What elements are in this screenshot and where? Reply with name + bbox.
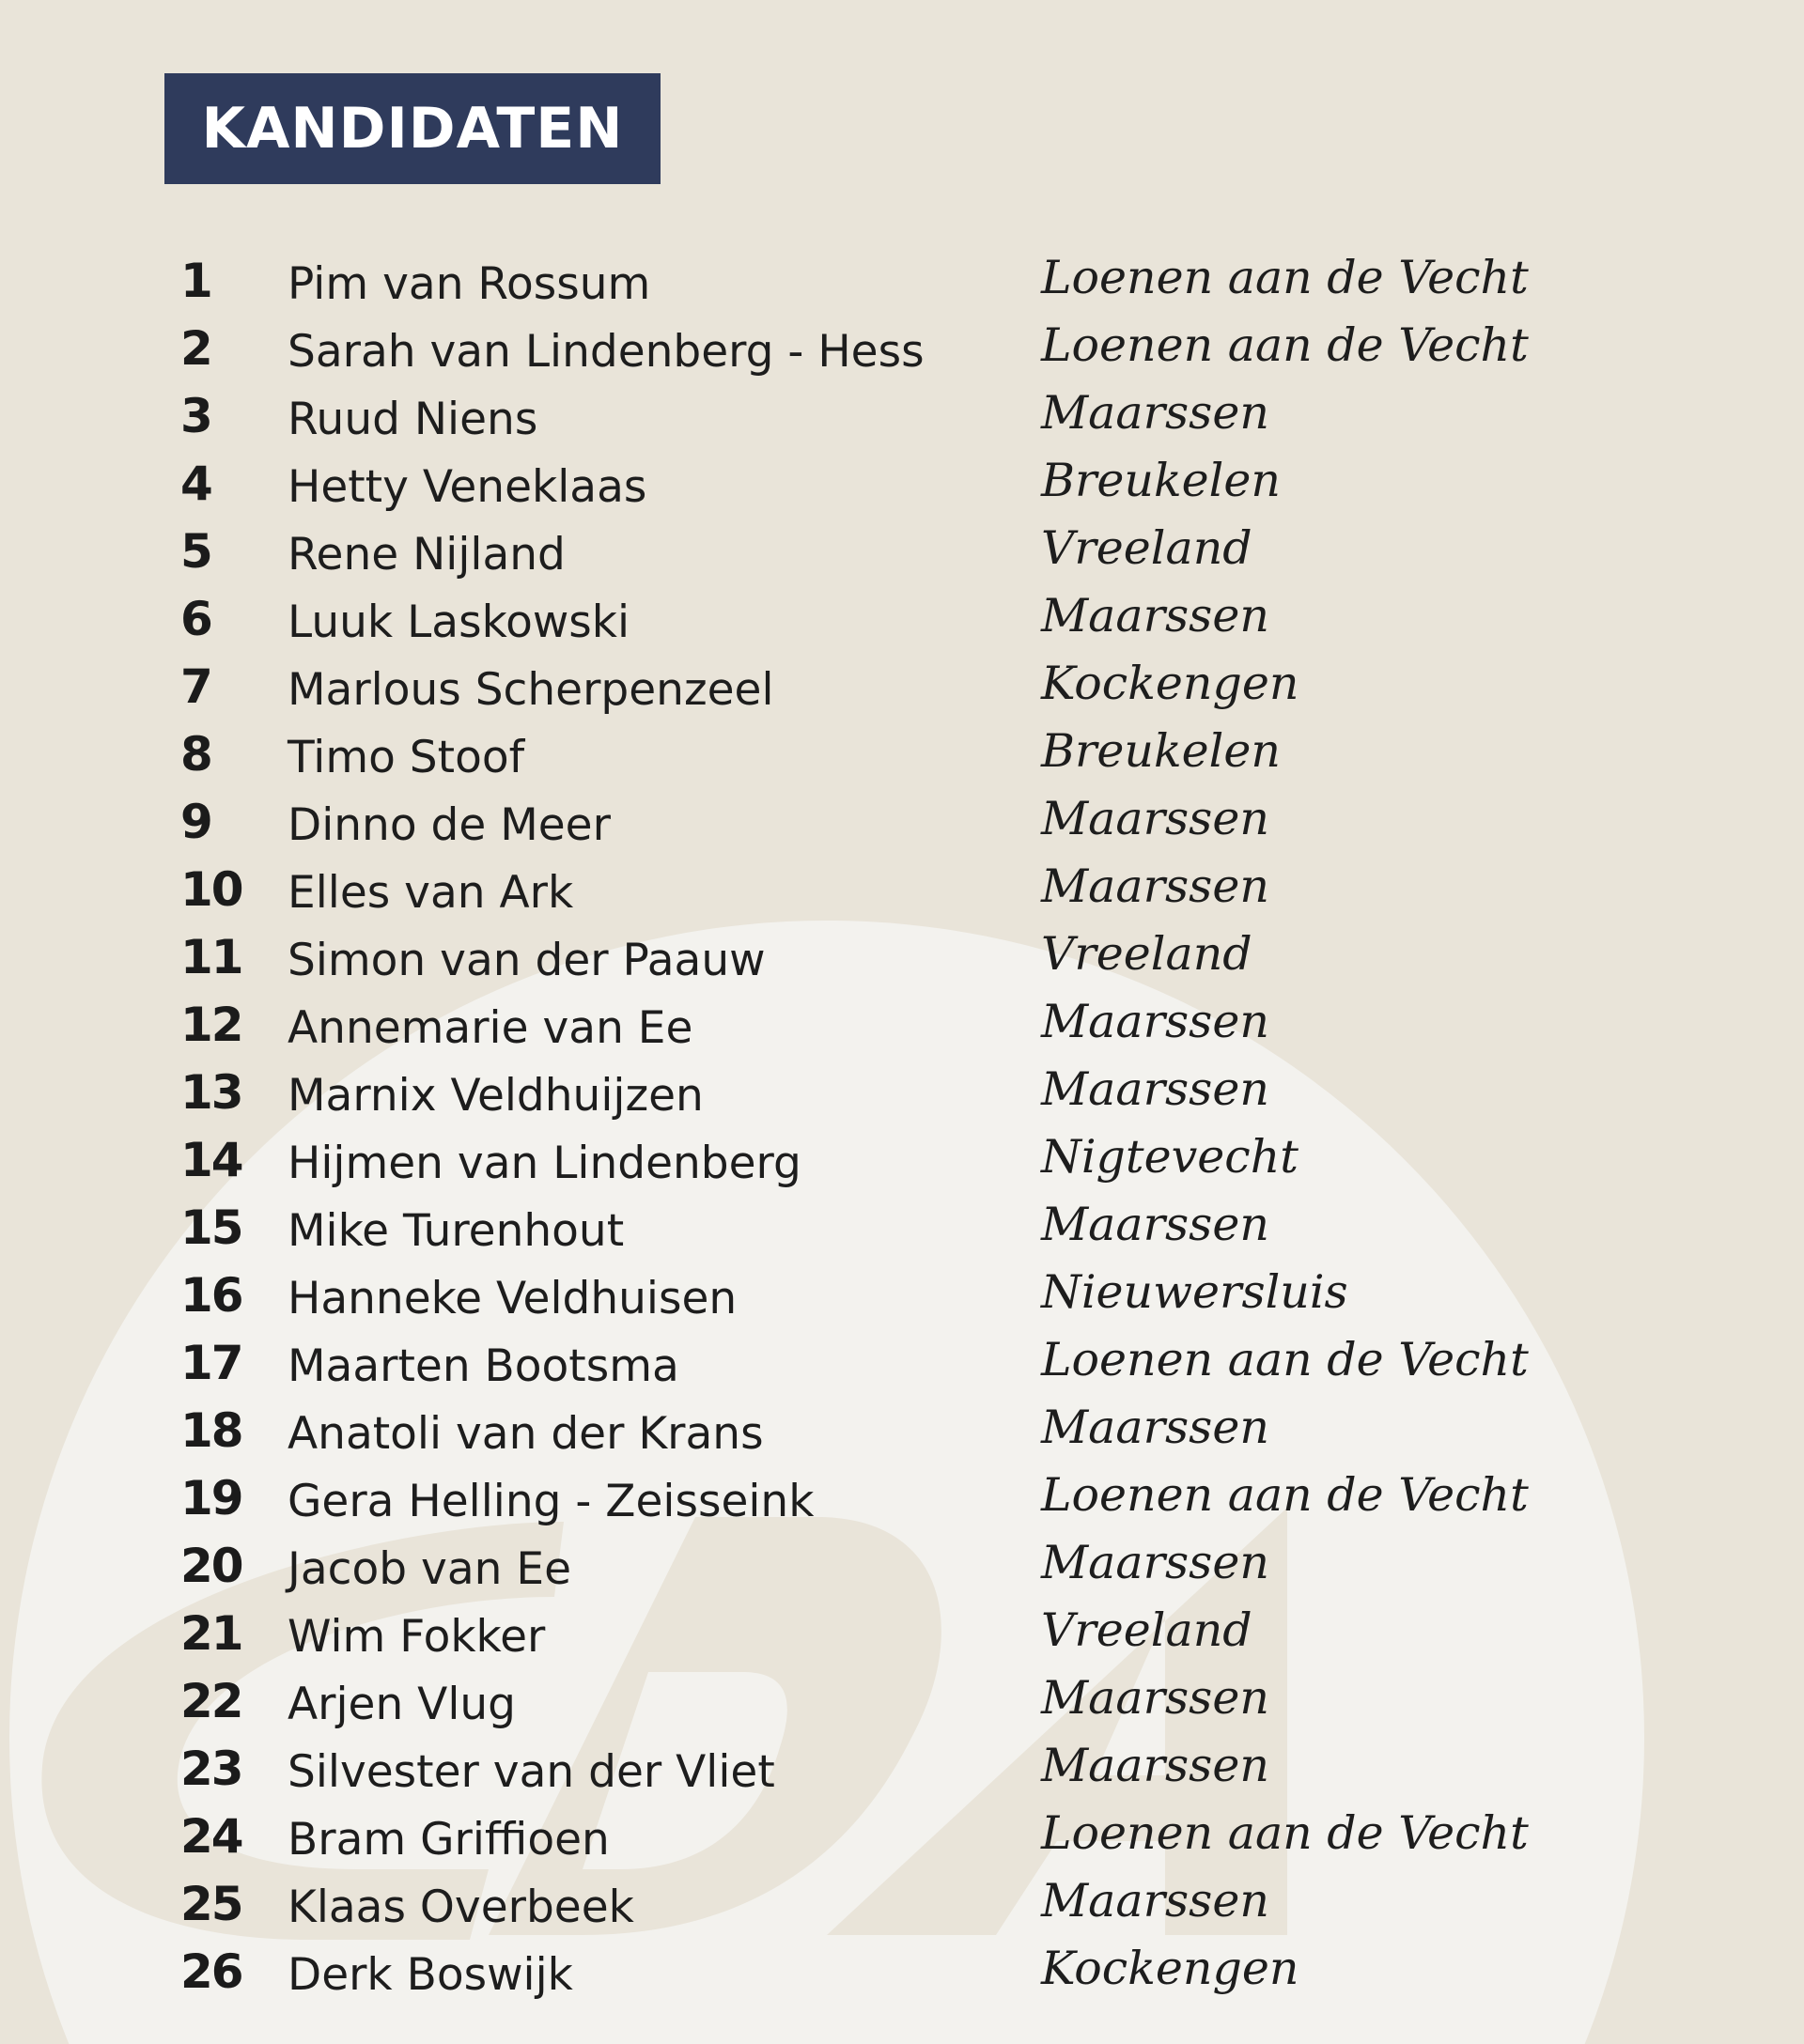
candidate-name: Maarten Bootsma: [288, 1340, 679, 1392]
candidate-number: 9: [180, 795, 211, 849]
candidate-number: 6: [180, 592, 211, 646]
candidate-row: [0, 1262, 1804, 1329]
candidate-place: Loenen aan de Vecht: [1041, 318, 1529, 372]
candidate-row: [0, 450, 1804, 518]
candidate-name: Sarah van Lindenberg - Hess: [288, 326, 925, 378]
candidate-name: Ruud Niens: [288, 394, 538, 445]
candidate-row: [0, 1735, 1804, 1803]
candidate-number: 10: [180, 862, 242, 917]
candidate-place: Vreeland: [1041, 927, 1252, 981]
candidate-row: [0, 1126, 1804, 1194]
candidate-name: Derk Boswijk: [288, 1949, 573, 2001]
candidate-number: 17: [180, 1336, 242, 1390]
candidate-place: Maarssen: [1041, 1198, 1269, 1251]
candidate-number: 2: [180, 321, 211, 376]
candidate-row: [0, 991, 1804, 1059]
candidate-number: 12: [180, 998, 242, 1052]
candidate-name: Marnix Veldhuijzen: [288, 1070, 704, 1122]
candidate-number: 7: [180, 659, 211, 714]
candidate-name: Silvester van der Vliet: [288, 1746, 775, 1798]
candidate-row: [0, 1059, 1804, 1126]
candidate-name: Hetty Veneklaas: [288, 461, 647, 513]
candidate-row: [0, 1803, 1804, 1870]
candidate-number: 21: [180, 1606, 242, 1661]
candidate-number: 8: [180, 727, 211, 782]
candidate-number: 5: [180, 524, 211, 579]
candidate-place: Breukelen: [1041, 454, 1281, 507]
candidate-number: 3: [180, 389, 211, 443]
candidate-number: 18: [180, 1403, 242, 1458]
candidate-name: Arjen Vlug: [288, 1679, 517, 1730]
candidate-number: 22: [180, 1674, 242, 1728]
candidate-row: [0, 1870, 1804, 1938]
candidate-place: Maarssen: [1041, 859, 1269, 913]
candidate-name: Marlous Scherpenzeel: [288, 664, 774, 716]
candidate-row: [0, 518, 1804, 585]
candidate-row: [0, 247, 1804, 315]
candidate-name: Jacob van Ee: [288, 1543, 571, 1595]
candidate-row: [0, 923, 1804, 991]
candidate-row: [0, 1667, 1804, 1735]
candidate-name: Dinno de Meer: [288, 799, 611, 851]
candidate-number: 23: [180, 1742, 242, 1796]
candidate-name: Elles van Ark: [288, 867, 574, 919]
candidate-place: Breukelen: [1041, 724, 1281, 778]
candidate-name: Hanneke Veldhuisen: [288, 1273, 738, 1324]
candidate-row: [0, 585, 1804, 653]
candidate-number: 20: [180, 1539, 242, 1593]
candidate-row: [0, 1938, 1804, 2005]
candidate-name: Pim van Rossum: [288, 258, 651, 310]
candidate-number: 15: [180, 1200, 242, 1255]
candidate-number: 25: [180, 1877, 242, 1931]
candidate-place: Kockengen: [1041, 657, 1299, 710]
candidate-place: Loenen aan de Vecht: [1041, 1806, 1529, 1860]
candidate-name: Gera Helling - Zeisseink: [288, 1476, 815, 1527]
candidate-row: [0, 788, 1804, 856]
candidate-number: 1: [180, 254, 211, 308]
candidate-row: [0, 720, 1804, 788]
candidate-name: Rene Nijland: [288, 529, 566, 581]
candidate-place: Maarssen: [1041, 995, 1269, 1048]
candidate-number: 14: [180, 1133, 242, 1187]
candidate-number: 11: [180, 930, 242, 984]
candidate-row: [0, 1397, 1804, 1464]
candidate-place: Maarssen: [1041, 1874, 1269, 1928]
candidate-row: [0, 315, 1804, 382]
candidate-number: 13: [180, 1065, 242, 1120]
candidate-name: Anatoli van der Krans: [288, 1408, 764, 1460]
candidate-number: 24: [180, 1809, 242, 1864]
section-header: [164, 73, 661, 184]
candidate-name: Klaas Overbeek: [288, 1881, 634, 1933]
candidate-place: Maarssen: [1041, 1671, 1269, 1725]
candidate-place: Loenen aan de Vecht: [1041, 1468, 1529, 1522]
candidate-number: 19: [180, 1471, 242, 1525]
candidate-name: Bram Griffioen: [288, 1814, 610, 1866]
candidate-number: 16: [180, 1268, 242, 1323]
candidate-name: Simon van der Paauw: [288, 935, 766, 986]
candidate-place: Maarssen: [1041, 792, 1269, 845]
candidate-number: 4: [180, 457, 211, 511]
candidate-place: Vreeland: [1041, 1603, 1252, 1657]
candidate-place: Kockengen: [1041, 1942, 1299, 1995]
candidate-place: Vreeland: [1041, 521, 1252, 575]
candidate-place: Maarssen: [1041, 1739, 1269, 1792]
candidate-place: Loenen aan de Vecht: [1041, 251, 1529, 304]
candidate-name: Mike Turenhout: [288, 1205, 625, 1257]
candidate-number: 26: [180, 1944, 242, 1999]
candidate-row: [0, 653, 1804, 720]
candidate-place: Maarssen: [1041, 386, 1269, 440]
candidate-place: Maarssen: [1041, 1062, 1269, 1116]
candidate-place: Maarssen: [1041, 589, 1269, 643]
candidate-row: [0, 1532, 1804, 1600]
candidate-row: [0, 1600, 1804, 1667]
candidate-row: [0, 1194, 1804, 1262]
candidate-place: Nigtevecht: [1041, 1130, 1299, 1184]
candidate-place: Maarssen: [1041, 1401, 1269, 1454]
candidate-place: Maarssen: [1041, 1536, 1269, 1589]
candidate-name: Hijmen van Lindenberg: [288, 1138, 801, 1189]
candidate-name: Timo Stoof: [288, 732, 525, 783]
section-title: KANDIDATEN: [201, 96, 624, 162]
candidate-row: [0, 382, 1804, 450]
candidate-row: [0, 1464, 1804, 1532]
candidate-row: [0, 856, 1804, 923]
candidate-name: Annemarie van Ee: [288, 1002, 693, 1054]
candidate-place: Nieuwersluis: [1041, 1265, 1348, 1319]
candidate-name: Luuk Laskowski: [288, 596, 630, 648]
candidate-row: [0, 1329, 1804, 1397]
candidate-name: Wim Fokker: [288, 1611, 546, 1663]
candidate-list: [0, 247, 1804, 2005]
candidate-place: Loenen aan de Vecht: [1041, 1333, 1529, 1386]
